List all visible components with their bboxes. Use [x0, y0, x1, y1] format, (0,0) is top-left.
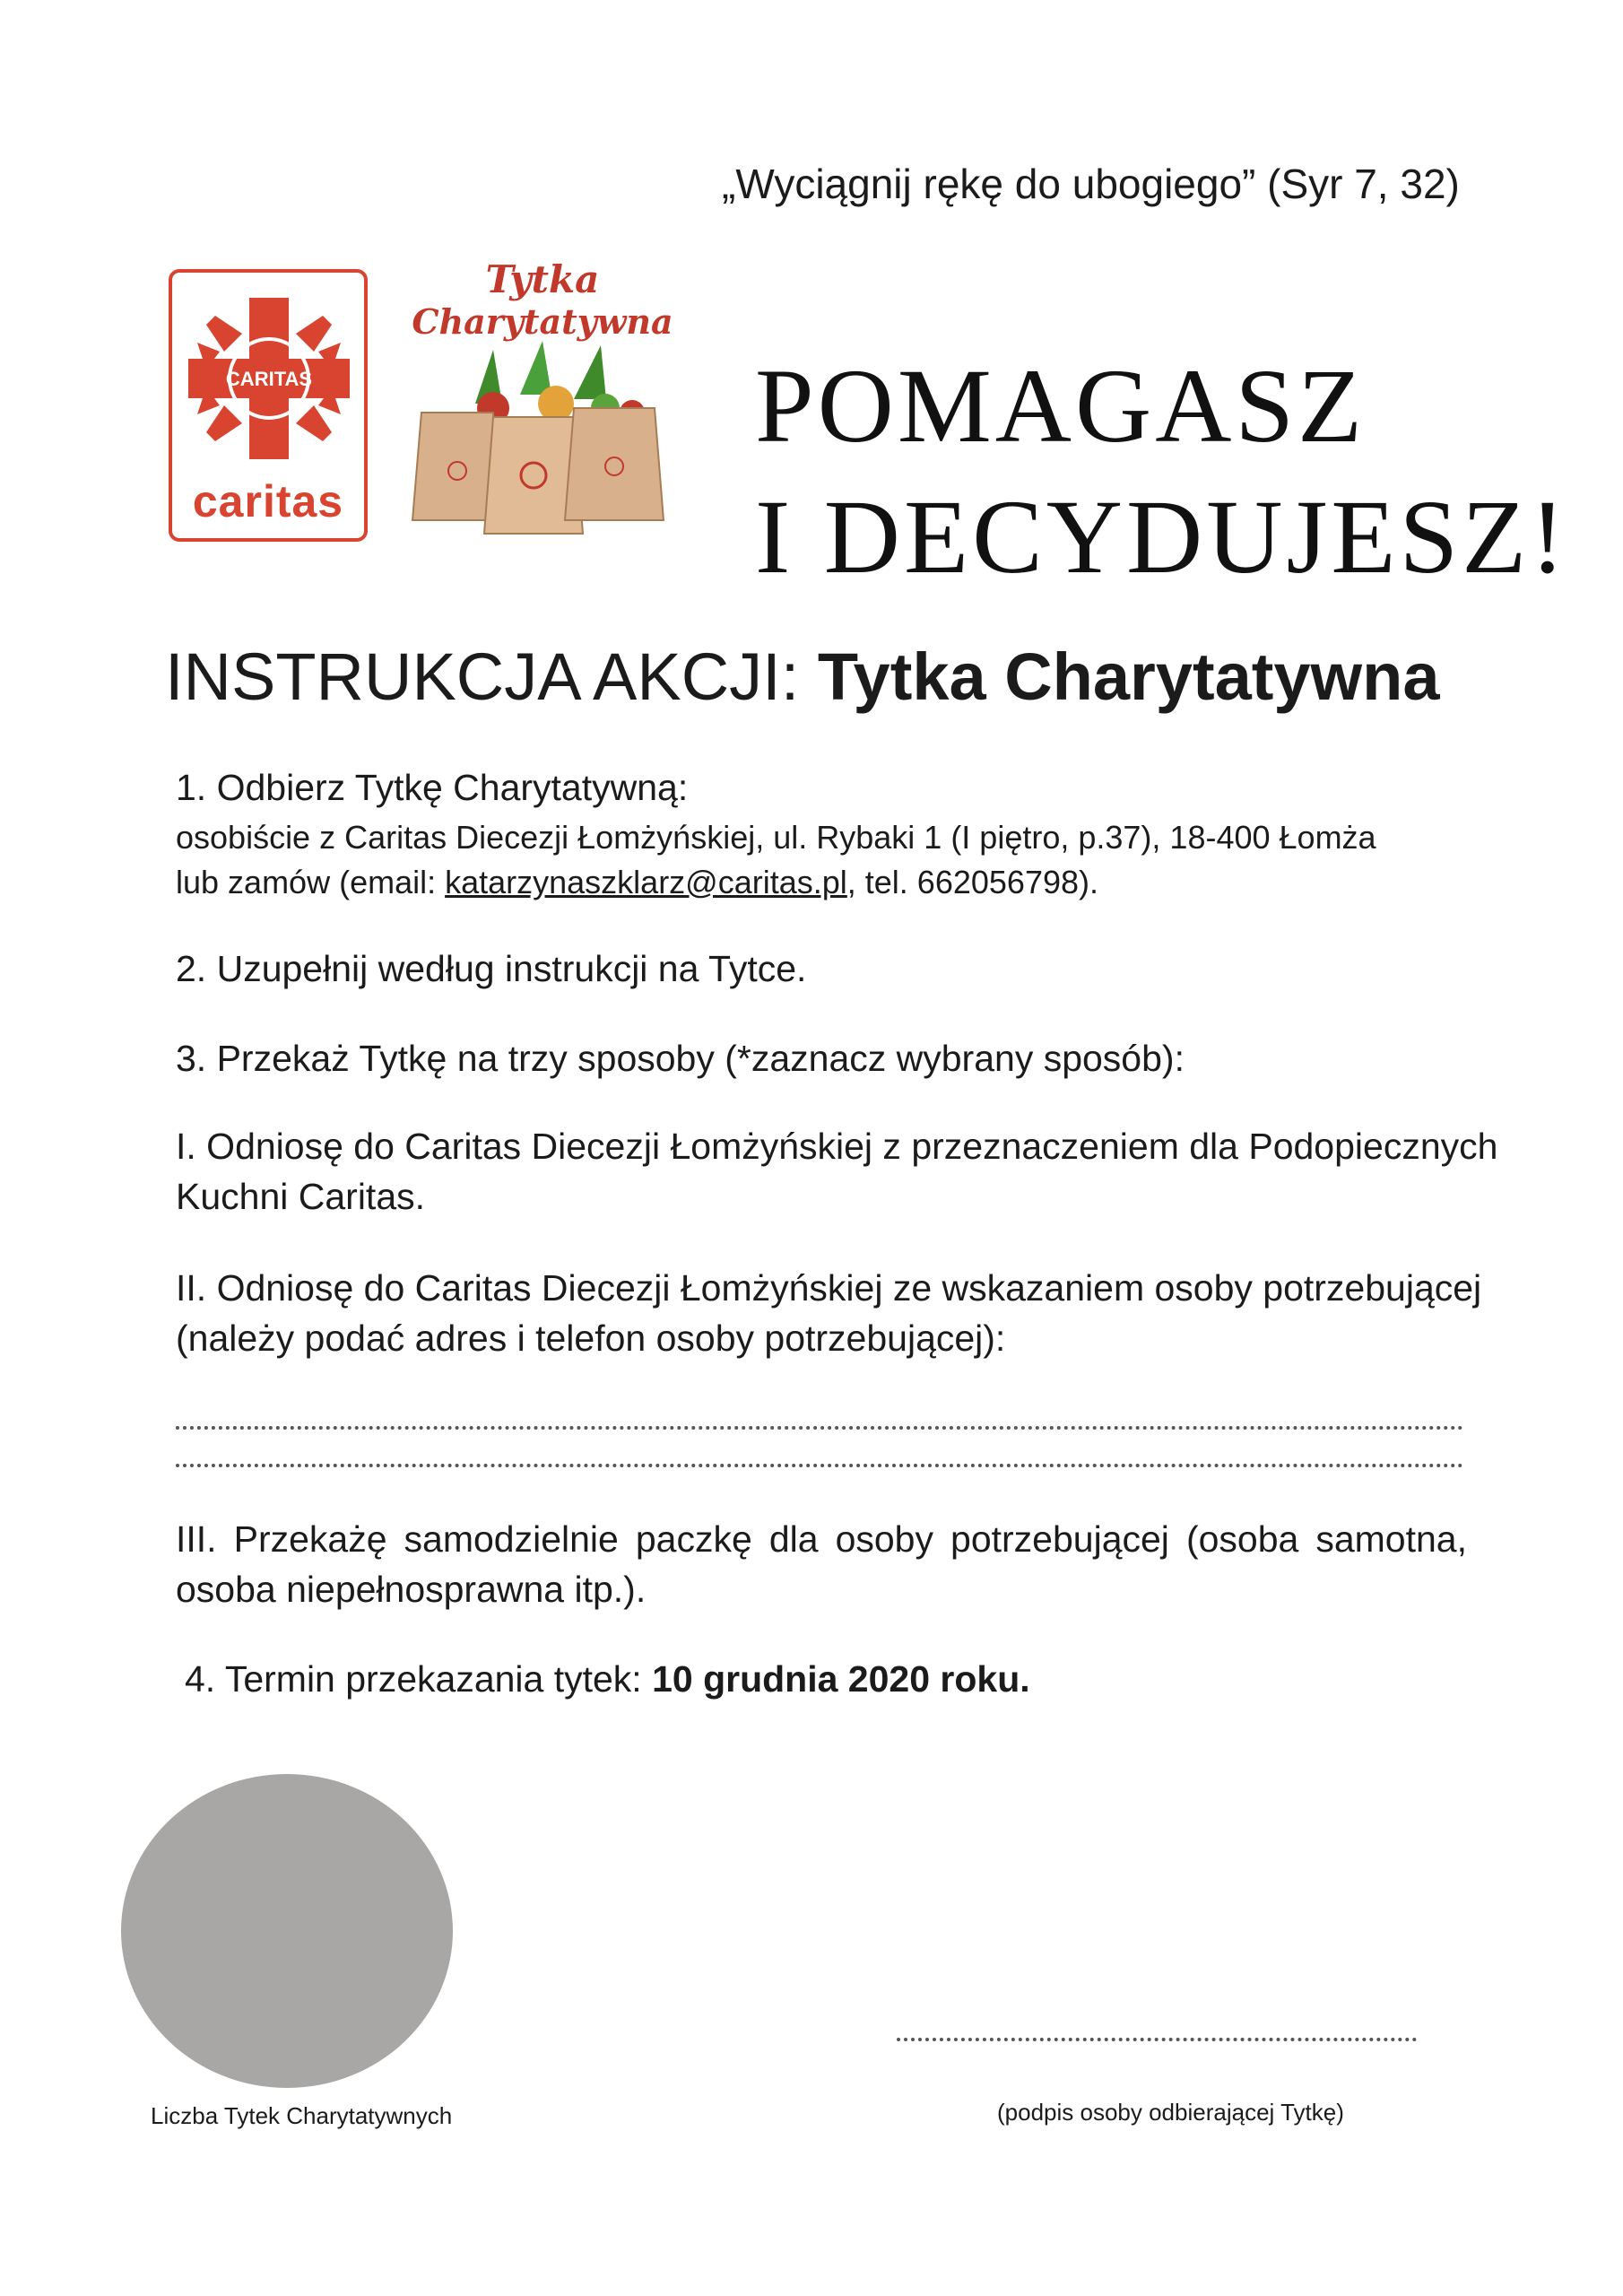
step-1-line-2	[176, 861, 1098, 904]
count-stamp-circle	[121, 1774, 453, 2088]
caritas-cross-icon	[179, 289, 359, 468]
step-1-line-2-prefix: lub zamów (email:	[176, 864, 446, 900]
step-4-prefix: 4. Termin przekazania tytek:	[185, 1658, 653, 1700]
caritas-logo-word: caritas	[192, 476, 344, 526]
step-1-line-1: osobiście z Caritas Diecezji Łomżyńskiej, ul. Rybaki 1 (I piętro, p.37), 18-400 Łomża	[176, 819, 1376, 856]
step-4-date: 10 grudnia 2020 roku.	[652, 1658, 1030, 1700]
email-link[interactable]: katarzynaszklarz@caritas.pl	[445, 864, 847, 900]
option-2-line-1: II. Odniosę do Caritas Diecezji Łomżyńskiej ze wskazaniem osoby potrzebującej	[176, 1267, 1482, 1309]
paper-bags-icon	[412, 408, 664, 534]
tytka-logo-title-1: Tytka	[485, 257, 600, 301]
signature-caption: (podpis osoby odbierającej Tytkę)	[997, 2099, 1344, 2126]
tytka-charytatywna-logo	[395, 251, 690, 538]
option-1-line-2: Kuchni Caritas.	[176, 1176, 426, 1217]
step-3: 3. Przekaż Tytkę na trzy sposoby (*zaznacz wybrany sposób):	[176, 1038, 1185, 1079]
step-1-line-2-suffix: , tel. 662056798).	[846, 864, 1098, 900]
step-4	[185, 1656, 1030, 1702]
signature-line[interactable]	[897, 2038, 1417, 2041]
title-prefix: INSTRUKCJA AKCJI:	[165, 639, 818, 714]
option-2-line-2: (należy podać adres i telefon osoby potrzebującej):	[176, 1318, 1006, 1359]
option-3: III. Przekażę samodzielnie paczkę dla osoby potrzebującej (osoba samotna, osoba niepełnosprawna itp.).	[176, 1518, 1467, 1610]
step-1-heading: 1. Odbierz Tytkę Charytatywną:	[176, 767, 689, 808]
headline-line-2: I DECYDUJESZ!	[755, 478, 1569, 596]
caritas-logo	[169, 269, 368, 542]
count-caption: Liczba Tytek Charytatywnych	[151, 2102, 453, 2129]
tytka-logo-title-2: Charytatywna	[412, 301, 673, 342]
bible-quote: „Wyciągnij rękę do ubogiego” (Syr 7, 32)	[722, 161, 1460, 207]
headline	[755, 341, 1568, 603]
title-action-name: Tytka Charytatywna	[817, 639, 1440, 714]
caritas-cross-text: CARITAS	[225, 368, 313, 390]
headline-line-1: POMAGASZ	[755, 347, 1367, 465]
page-title	[165, 639, 1439, 715]
address-line-1[interactable]	[176, 1426, 1463, 1430]
step-2: 2. Uzupełnij według instrukcji na Tytce.	[176, 948, 807, 989]
address-line-2[interactable]	[176, 1464, 1463, 1467]
option-1-line-1: I. Odniosę do Caritas Diecezji Łomżyńskiej z przeznaczeniem dla Podopiecznych	[176, 1126, 1498, 1167]
